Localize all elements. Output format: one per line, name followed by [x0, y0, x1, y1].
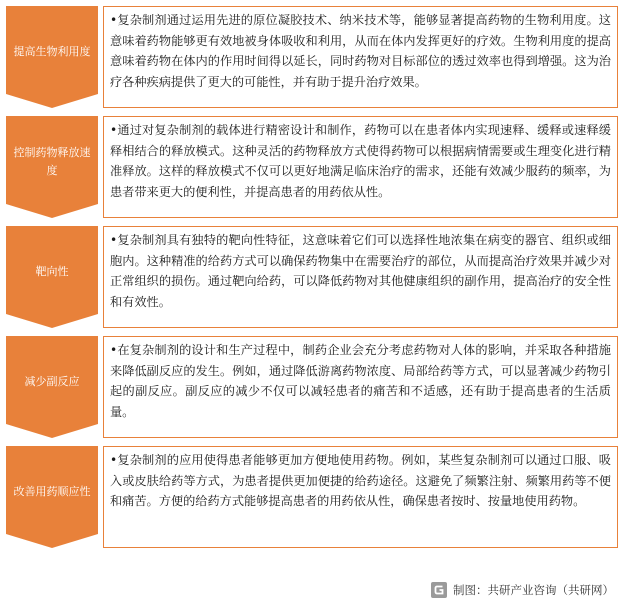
- row-description: •复杂制剂通过运用先进的原位凝胶技术、纳米技术等，能够显著提高药物的生物利用度。这意味着药物能够更有效地被身体吸收和利用，从而在体内发挥更好的疗效。生物利用度的提高意味着药物在体内的作用时间得以延长，同时药物对目标部位的透过效率也得到增强。这为治疗各种疾病提供了更大的可能性，并有助于提升治疗效果。: [103, 6, 618, 108]
- row-compliance: [6, 446, 618, 548]
- source-credit: [431, 581, 614, 599]
- row-label: 控制药物释放速度: [13, 146, 91, 177]
- row-label: 靶向性: [35, 265, 69, 278]
- row-label: 改善用药顺应性: [13, 485, 91, 498]
- row-side-effects: [6, 336, 618, 438]
- row-description: •复杂制剂具有独特的靶向性特征，这意味着它们可以选择性地浓集在病变的器官、组织或细胞内。这种精准的给药方式可以确保药物集中在需要治疗的部位，从而提高治疗效果并减少对正常组织的损伤。通过靶向给药，可以降低药物对其他健康组织的副作用，提高治疗的安全性和有效性。: [103, 226, 618, 328]
- source-credit-text: 制图：共研产业咨询（共研网）: [453, 583, 614, 597]
- row-label: 提高生物利用度: [13, 45, 91, 58]
- company-logo-icon: [431, 582, 447, 598]
- row-label: 减少副反应: [24, 375, 80, 388]
- row-description: •复杂制剂的应用使得患者能够更加方便地使用药物。例如，某些复杂制剂可以通过口服、吸入或皮肤给药等方式，为患者提供更加便捷的给药途径。这避免了频繁注射、频繁用药等不便和痛苦。方便的给药方式能够提高患者的用药依从性，确保患者按时、按量地使用药物。: [103, 446, 618, 548]
- row-description: •通过对复杂制剂的载体进行精密设计和制作，药物可以在患者体内实现速释、缓释或速释缓释相结合的释放模式。这种灵活的药物释放方式使得药物可以根据病情需要或生理变化进行精准释放。这样的释放模式不仅可以更好地满足临床治疗的需求，还能有效减少服药的频率，为患者带来更大的便利性，并提高患者的用药依从性。: [103, 116, 618, 218]
- row-release-control: [6, 116, 618, 218]
- row-bioavailability: [6, 6, 618, 108]
- row-targeting: [6, 226, 618, 328]
- row-description: •在复杂制剂的设计和生产过程中，制药企业会充分考虑药物对人体的影响，并采取各种措施来降低副反应的发生。例如，通过降低游离药物浓度、局部给药等方式，可以显著减少药物引起的副反应。副反应的减少不仅可以减轻患者的痛苦和不适感，还有助于提高患者的生活质量。: [103, 336, 618, 438]
